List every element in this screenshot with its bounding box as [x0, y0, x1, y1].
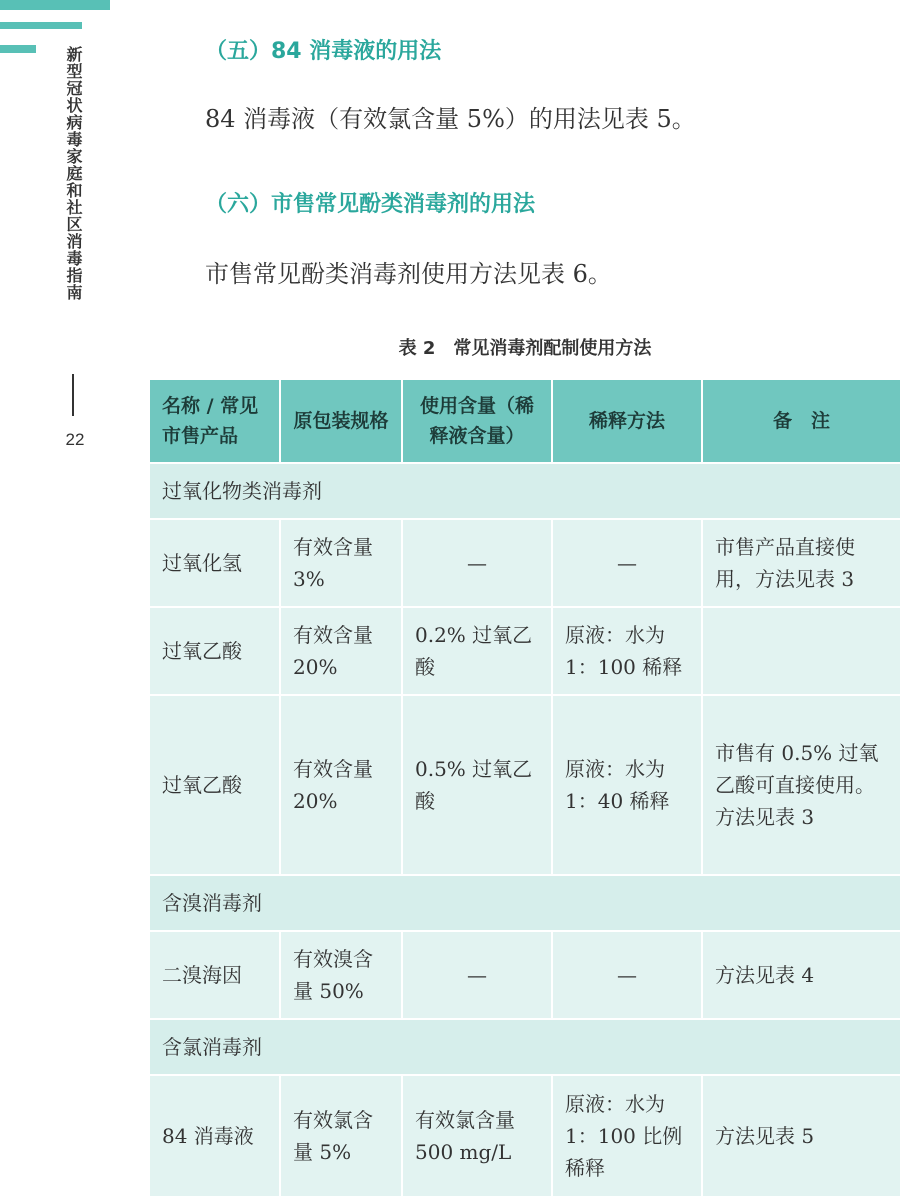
category-row — [150, 875, 900, 931]
category-row — [150, 463, 900, 519]
cell-notes: 市售产品直接使用，方法见表 3 — [702, 519, 900, 607]
category-label: 过氧化物类消毒剂 — [150, 463, 900, 519]
table-caption: 表 2 常见消毒剂配制使用方法 — [398, 338, 652, 359]
cell-notes: 方法见表 5 — [702, 1075, 900, 1197]
cell-package: 有效含量 20% — [280, 607, 402, 695]
table-row — [150, 519, 900, 607]
cell-package: 有效氯含量 5% — [280, 1075, 402, 1197]
table-header-row — [150, 380, 900, 463]
table-row — [150, 607, 900, 695]
cell-dilution: 原液：水为 1：100 稀释 — [552, 607, 702, 695]
cell-notes: 市售有 0.5% 过氧乙酸可直接使用。方法见表 3 — [702, 695, 900, 875]
cell-package: 有效溴含量 50% — [280, 931, 402, 1019]
cell-dilution: — — [552, 519, 702, 607]
cell-concentration: — — [402, 931, 552, 1019]
page-number: 22 — [65, 430, 85, 449]
side-divider — [72, 374, 74, 416]
cell-name: 84 消毒液 — [150, 1075, 280, 1197]
cell-name: 过氧乙酸 — [150, 695, 280, 875]
decorative-bar-short — [0, 45, 36, 53]
disinfectant-table — [150, 380, 900, 1198]
section-heading-6: （六）市售常见酚类消毒剂的用法 — [205, 192, 536, 217]
category-label: 含溴消毒剂 — [150, 875, 900, 931]
cell-package: 有效含量 3% — [280, 519, 402, 607]
decorative-bar-top — [0, 0, 110, 10]
header-notes: 备 注 — [702, 380, 900, 463]
decorative-bar-middle — [0, 22, 82, 29]
header-name: 名称 / 常见市售产品 — [150, 380, 280, 463]
cell-dilution: 原液：水为 1：40 稀释 — [552, 695, 702, 875]
table-row — [150, 1075, 900, 1197]
header-dilution: 稀释方法 — [552, 380, 702, 463]
cell-dilution: — — [552, 931, 702, 1019]
section-heading-5: （五）84 消毒液的用法 — [205, 39, 442, 64]
cell-notes — [702, 607, 900, 695]
table-row — [150, 931, 900, 1019]
cell-concentration: 0.2% 过氧乙酸 — [402, 607, 552, 695]
table-row — [150, 695, 900, 875]
cell-dilution: 原液：水为 1：100 比例稀释 — [552, 1075, 702, 1197]
cell-name: 过氧乙酸 — [150, 607, 280, 695]
section-text-6: 市售常见酚类消毒剂使用方法见表 6。 — [205, 260, 612, 288]
book-title-vertical: 新型冠状病毒家庭和社区消毒指南 — [64, 46, 83, 301]
cell-concentration: — — [402, 519, 552, 607]
section-text-5: 84 消毒液（有效氯含量 5%）的用法见表 5。 — [205, 105, 696, 133]
cell-name: 二溴海因 — [150, 931, 280, 1019]
cell-notes: 方法见表 4 — [702, 931, 900, 1019]
category-row — [150, 1019, 900, 1075]
header-concentration: 使用含量（稀释液含量） — [402, 380, 552, 463]
cell-concentration: 有效氯含量 500 mg/L — [402, 1075, 552, 1197]
category-label: 含氯消毒剂 — [150, 1019, 900, 1075]
cell-package: 有效含量 20% — [280, 695, 402, 875]
cell-concentration: 0.5% 过氧乙酸 — [402, 695, 552, 875]
header-package: 原包装规格 — [280, 380, 402, 463]
cell-name: 过氧化氢 — [150, 519, 280, 607]
